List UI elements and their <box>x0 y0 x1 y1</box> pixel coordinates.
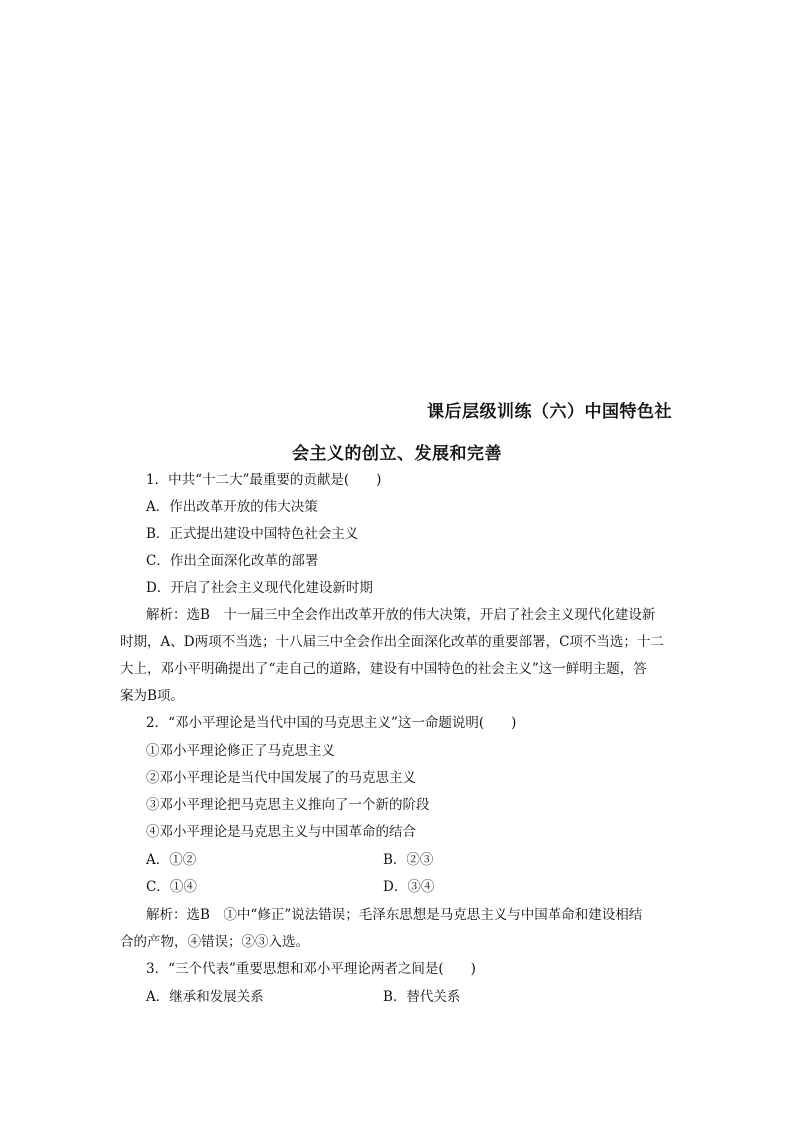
question-1-explanation-line: 解析：选B 十一届三中全会作出改革开放的伟大决策，开启了社会主义现代化建设新 <box>146 607 656 623</box>
question-2-explanation-line: 合的产物，④错误；②③入选。 <box>120 934 309 950</box>
question-2-option-d: D．③④ <box>383 879 435 895</box>
question-1-option-a: A．作出改革开放的伟大决策 <box>146 499 318 515</box>
question-1-explanation-line: 大上，邓小平明确提出了“走自己的道路，建设有中国特色的社会主义”这一鲜明主题，答 <box>120 661 647 677</box>
question-2-option-b: B．②③ <box>383 852 434 868</box>
question-2-stem: 2．“邓小平理论是当代中国的马克思主义”这一命题说明( ) <box>146 715 517 731</box>
question-1-stem: 1．中共“十二大”最重要的贡献是( ) <box>146 472 382 488</box>
question-1-option-c: C．作出全面深化改革的部署 <box>146 553 319 569</box>
question-3-option-a: A．继承和发展关系 <box>146 989 264 1005</box>
question-2-option-c: C．①④ <box>146 879 197 895</box>
question-2-explanation-line: 解析：选B ①中“修正”说法错误；毛泽东思想是马克思主义与中国革命和建设相结 <box>146 907 643 923</box>
question-1-explanation-line: 案为B项。 <box>120 688 184 704</box>
question-2-option-a: A．①② <box>146 852 197 868</box>
page-title-line-2: 会主义的创立、发展和完善 <box>292 444 502 464</box>
question-2-statement-1: ①邓小平理论修正了马克思主义 <box>146 743 335 759</box>
question-2-statement-3: ③邓小平理论把马克思主义推向了一个新的阶段 <box>146 797 430 813</box>
question-1-option-b: B．正式提出建设中国特色社会主义 <box>146 526 359 542</box>
question-2-statement-4: ④邓小平理论是马克思主义与中国革命的结合 <box>146 824 416 840</box>
question-1-option-d: D．开启了社会主义现代化建设新时期 <box>146 580 373 596</box>
question-3-stem: 3．“三个代表”重要思想和邓小平理论两者之间是( ) <box>146 961 476 977</box>
question-2-statement-2: ②邓小平理论是当代中国发展了的马克思主义 <box>146 770 416 786</box>
question-1-explanation-line: 时期，A、D两项不当选；十八届三中全会作出全面深化改革的重要部署，C项不当选；十二 <box>120 634 664 650</box>
page-title-line-1: 课后层级训练（六）中国特色社 <box>427 402 672 422</box>
question-3-option-b: B．替代关系 <box>383 989 461 1005</box>
